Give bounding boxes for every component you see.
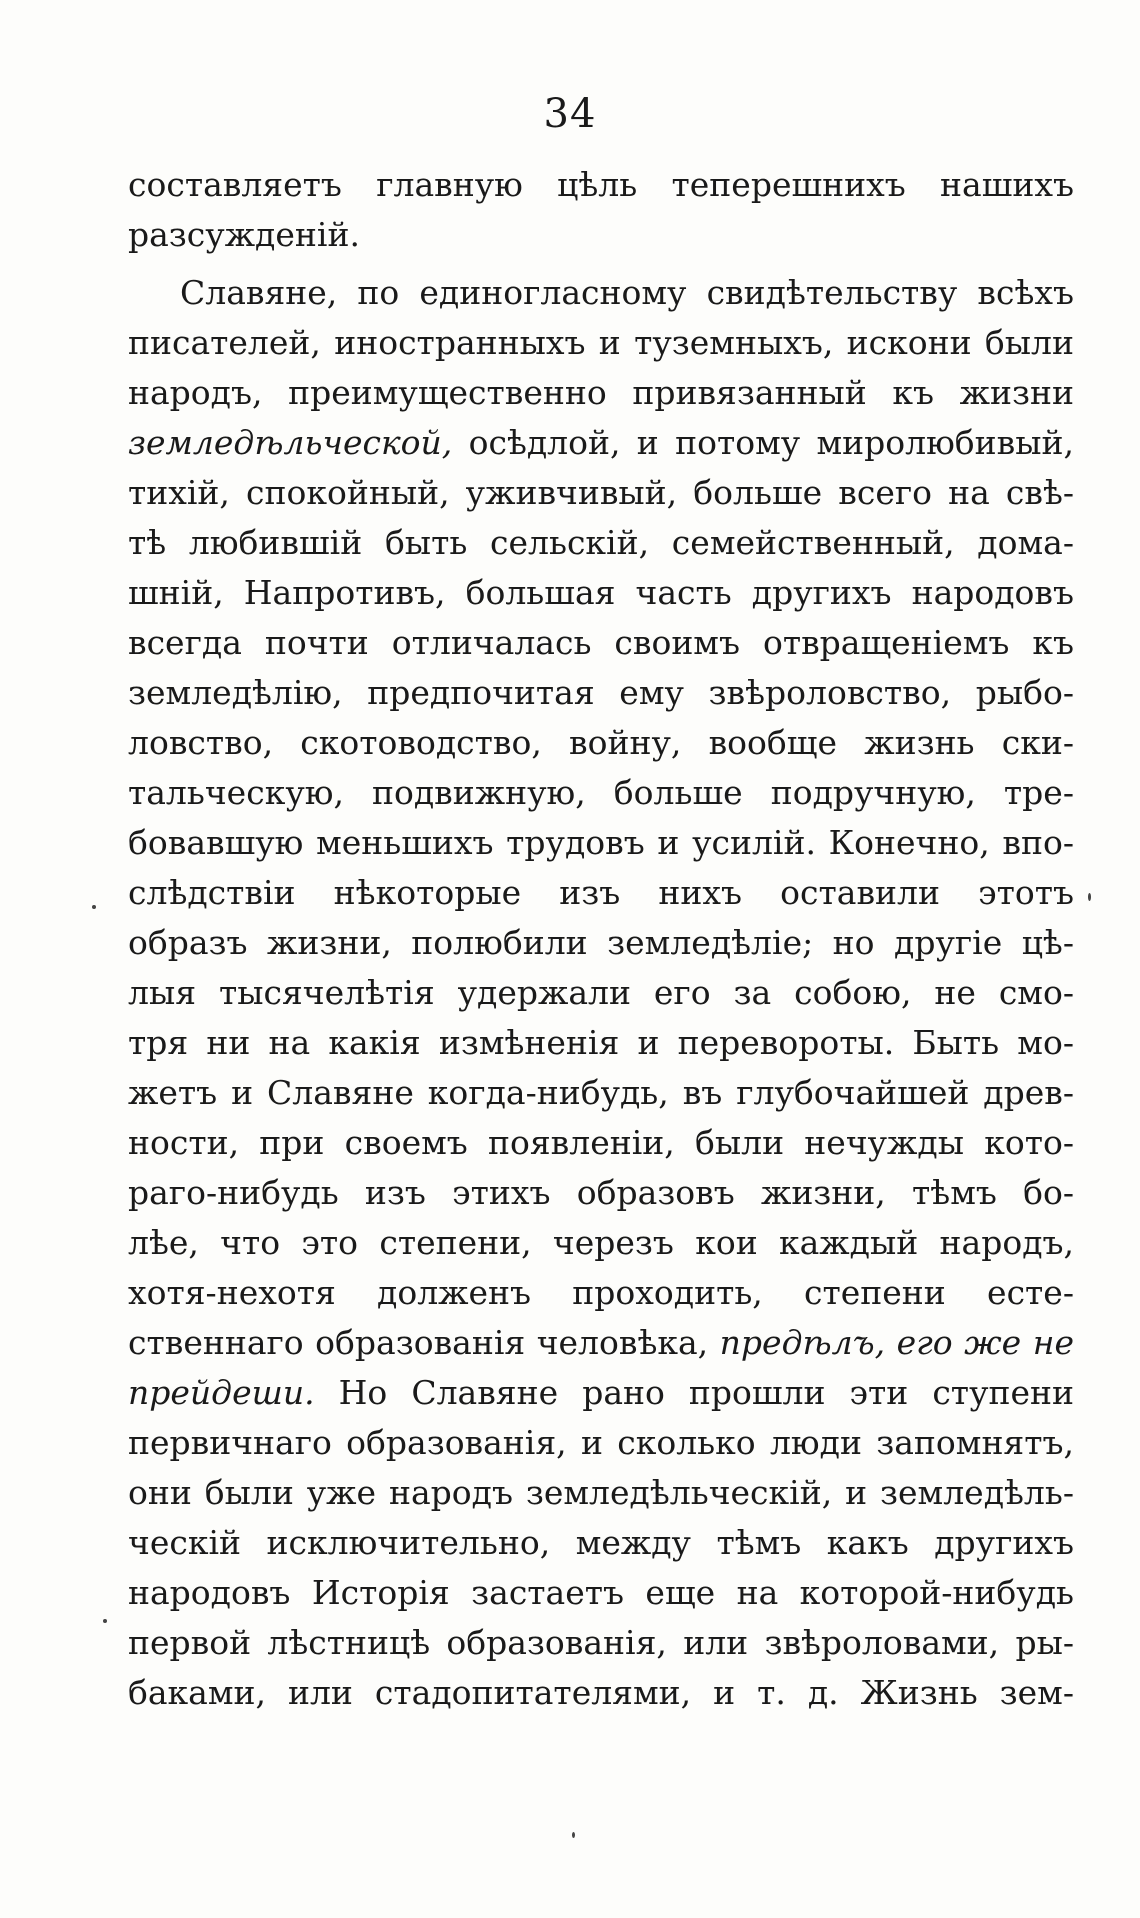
text-line: лѣе, что это степени, черезъ кои каждый народъ,: [128, 1223, 1074, 1262]
print-speck: [92, 905, 96, 909]
print-speck: [103, 1619, 107, 1623]
text-line: народовъ Исторія застаетъ еще на которой-нибудь: [128, 1573, 1074, 1612]
text-line: [128, 1318, 1074, 1368]
italic-phrase: предѣлъ, его же не: [719, 1323, 1074, 1362]
print-speck: [572, 1832, 575, 1838]
text-line: земледѣлію, предпочитая ему звѣроловство, рыбо-: [128, 673, 1074, 712]
text-line: ности, при своемъ появленіи, были нечужды кото-: [128, 1123, 1074, 1162]
text-line: образъ жизни, полюбили земледѣліе; но другіе цѣ-: [128, 923, 1074, 962]
text-line: тальческую, подвижную, больше подручную, тре-: [128, 773, 1074, 812]
text-line: шній, Напротивъ, большая часть другихъ народовъ: [128, 573, 1074, 612]
text-line: ческій исключительно, между тѣмъ какъ другихъ: [128, 1523, 1074, 1562]
text-line: баками, или стадопитателями, и т. д. Жизнь зем-: [128, 1673, 1074, 1712]
text-segment: ственнаго образованія человѣка,: [128, 1323, 709, 1362]
body-text: [128, 160, 1074, 1718]
text-line: тря ни на какія измѣненія и перевороты. Быть мо-: [128, 1023, 1074, 1062]
text-line: земледѣльческой, осѣдлой, и потому миролюбивый,: [128, 423, 1074, 462]
text-line: составляетъ главную цѣль теперешнихъ нашихъ: [128, 165, 1074, 204]
text-line: бовавшую меньшихъ трудовъ и усилій. Конечно, впо-: [128, 823, 1074, 862]
text-line: тихій, спокойный, уживчивый, больше всего на свѣ-: [128, 473, 1074, 512]
text-line: Славяне, по единогласному свидѣтельству всѣхъ: [180, 273, 1074, 312]
text-line: жетъ и Славяне когда-нибудь, въ глубочайшей древ-: [128, 1073, 1074, 1112]
print-speck: [1088, 893, 1091, 901]
text-line: первой лѣстницѣ образованія, или звѣроловами, ры-: [128, 1623, 1074, 1662]
text-line: народъ, преимущественно привязанный къ жизни: [128, 373, 1074, 412]
text-line: разсужденій.: [128, 215, 360, 254]
text-line: тѣ любившій быть сельскій, семейственный, дома-: [128, 523, 1074, 562]
italic-phrase: прейдеши.: [128, 1373, 315, 1412]
text-line: слѣдствіи нѣкоторые изъ нихъ оставили этотъ: [128, 873, 1074, 912]
text-line: первичнаго образованія, и сколько люди запомнятъ,: [128, 1423, 1074, 1462]
text-line: ловство, скотоводство, войну, вообще жизнь ски-: [128, 723, 1074, 762]
text-line: раго-нибудь изъ этихъ образовъ жизни, тѣмъ бо-: [128, 1173, 1074, 1212]
text-line: они были уже народъ земледѣльческій, и земледѣль-: [128, 1473, 1074, 1512]
text-line: писателей, иностранныхъ и туземныхъ, искони были: [128, 323, 1074, 362]
text-line: [128, 1368, 1074, 1418]
text-line: лыя тысячелѣтія удержали его за собою, не смо-: [128, 973, 1074, 1012]
text-line: хотя-нехотя долженъ проходить, степени есте-: [128, 1273, 1074, 1312]
page-number: 34: [543, 91, 597, 137]
italic-phrase: земледѣльческой,: [128, 423, 453, 462]
text-line: всегда почти отличалась своимъ отвращеніемъ къ: [128, 623, 1074, 662]
text-segment: Но Славяне рано прошли эти ступени: [338, 1373, 1074, 1412]
